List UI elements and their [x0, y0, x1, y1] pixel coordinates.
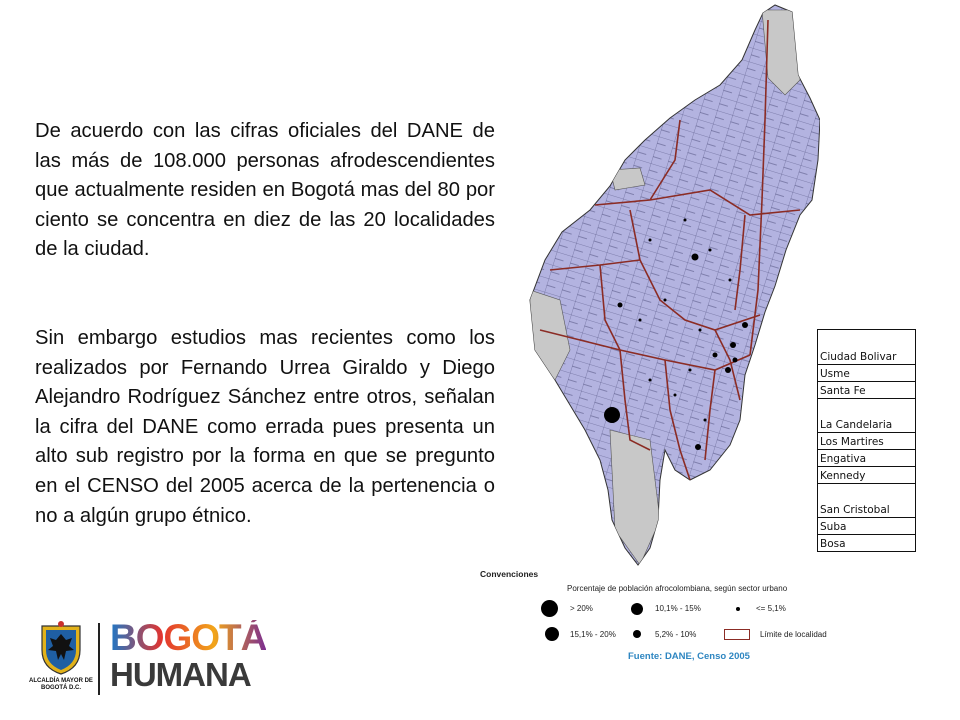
locality-cell: San Cristobal	[818, 484, 916, 518]
locality-cell: Los Martires	[818, 433, 916, 450]
legend-label: 15,1% - 20%	[570, 630, 616, 639]
map-outline	[530, 5, 820, 565]
legend-label: <= 5,1%	[756, 604, 786, 613]
bogota-localities-map	[500, 0, 820, 575]
paragraph-recent-studies: Sin embargo estudios mas recientes como los realizados por Fernando Urrea Giraldo y Diego Alejandro Rodríguez Sánchez entre otros, señalan la cifra del DANE como errada pues presenta un alto sub registro por la forma en que se pregunto en el CENSO del 2005 acerca de la pertenencia o no a algún grupo étnico.	[35, 327, 495, 527]
locality-cell: Kennedy	[818, 467, 916, 484]
bogota-coat-of-arms-icon	[36, 620, 86, 676]
locality-cell: Usme	[818, 365, 916, 382]
table-row	[818, 518, 916, 535]
large-dot-icon	[541, 600, 558, 617]
legend-title: Convenciones	[480, 569, 539, 579]
legend-label: 5,2% - 10%	[655, 630, 697, 639]
locality-cell: La Candelaria	[818, 399, 916, 433]
locality-cell: Ciudad Bolivar	[818, 330, 916, 365]
humana-wordmark: HUMANA	[110, 656, 251, 693]
logo-separator	[98, 623, 100, 695]
legend-source: Fuente: DANE, Censo 2005	[628, 651, 750, 662]
legend-subtitle: Porcentaje de población afrocolombiana, según sector urbano	[567, 584, 788, 593]
small-dot-icon	[736, 607, 740, 611]
table-row	[818, 433, 916, 450]
table-row	[818, 399, 916, 433]
table-row	[818, 467, 916, 484]
legend-label: Límite de localidad	[760, 630, 827, 639]
alcaldia-text: ALCALDÍA MAYOR DE BOGOTÁ D.C.	[29, 678, 93, 691]
locality-cell: Engativa	[818, 450, 916, 467]
localities-table	[817, 329, 916, 552]
table-row	[818, 484, 916, 518]
table-row	[818, 330, 916, 365]
bogota-wordmark: BOGOTÁ	[110, 617, 267, 658]
table-row	[818, 382, 916, 399]
small-medium-dot-icon	[633, 630, 641, 638]
paragraph-dane-figures: De acuerdo con las cifras oficiales del DANE de las más de 108.000 personas afrodescendientes que actualmente residen en Bogotá mas del 80 por ciento se concentra en diez de las 20 localidades de la ciudad.	[35, 120, 495, 261]
table-row	[818, 535, 916, 552]
locality-cell: Bosa	[818, 535, 916, 552]
medium-large-dot-icon	[545, 627, 559, 641]
boundary-box-icon	[724, 629, 750, 640]
table-row	[818, 365, 916, 382]
logos	[28, 617, 267, 698]
locality-cell: Santa Fe	[818, 382, 916, 399]
medium-dot-icon	[631, 603, 643, 615]
legend-label: > 20%	[570, 604, 593, 613]
table-row	[818, 450, 916, 467]
locality-cell: Suba	[818, 518, 916, 535]
map-legend	[470, 563, 870, 667]
legend-label: 10,1% - 15%	[655, 604, 701, 613]
